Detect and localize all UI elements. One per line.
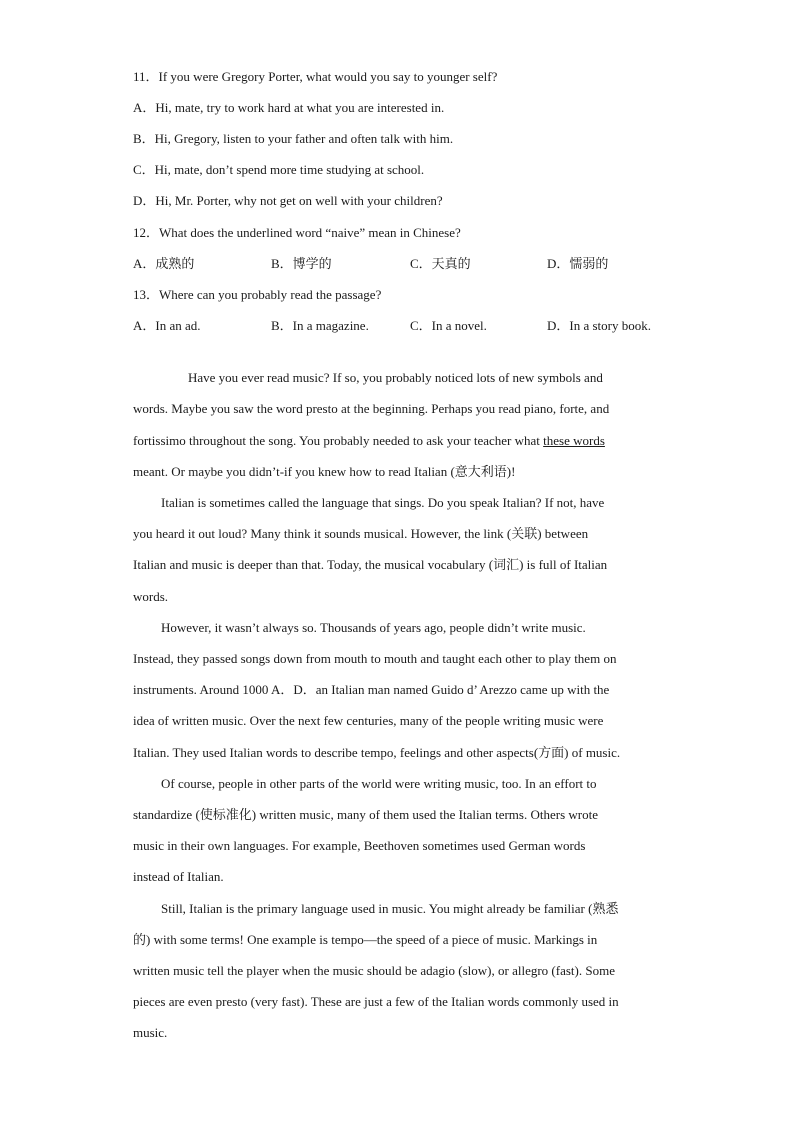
underlined-these-words: these words bbox=[543, 433, 605, 448]
question-11-option-c: C．Hi, mate, don’t spend more time studying at school. bbox=[133, 162, 425, 177]
passage-p2-line-1: Italian is sometimes called the language that sings. Do you speak Italian? If not, have bbox=[161, 495, 605, 510]
passage-p5-line-5: music. bbox=[133, 1025, 168, 1040]
question-13-option-b: B．In a magazine. bbox=[271, 318, 369, 333]
passage-p3-line-5: Italian. They used Italian words to describe tempo, feelings and other aspects(方面) of music. bbox=[133, 745, 621, 760]
passage-p3-line-2: Instead, they passed songs down from mouth to mouth and taught each other to play them on bbox=[133, 651, 617, 666]
question-13-option-a: A．In an ad. bbox=[133, 318, 201, 333]
passage-p1-line-2: words. Maybe you saw the word presto at the beginning. Perhaps you read piano, forte, and bbox=[133, 401, 610, 416]
passage-p4-line-4: instead of Italian. bbox=[133, 869, 224, 884]
passage-p4-line-3: music in their own languages. For example, Beethoven sometimes used German words bbox=[133, 838, 586, 853]
passage-p2-line-2: you heard it out loud? Many think it sounds musical. However, the link (关联) between bbox=[133, 526, 589, 541]
question-12-option-d: D．懦弱的 bbox=[547, 256, 609, 271]
passage-p1-line-4: meant. Or maybe you didn’t-if you knew how to read Italian (意大利语)! bbox=[133, 464, 516, 479]
passage-p1-line-1: Have you ever read music? If so, you probably noticed lots of new symbols and bbox=[188, 370, 603, 385]
question-13-option-d: D．In a story book. bbox=[547, 318, 651, 333]
question-11-stem: 11．If you were Gregory Porter, what would you say to younger self? bbox=[133, 69, 498, 84]
question-11-option-d: D．Hi, Mr. Porter, why not get on well with your children? bbox=[133, 193, 443, 208]
question-13-stem: 13．Where can you probably read the passage? bbox=[133, 287, 382, 302]
passage-p2-line-3: Italian and music is deeper than that. Today, the musical vocabulary (词汇) is full of Italian bbox=[133, 557, 608, 572]
passage-p3-line-3: instruments. Around 1000 A．D．an Italian man named Guido d’ Arezzo came up with the bbox=[133, 682, 610, 697]
passage-p3-line-4: idea of written music. Over the next few centuries, many of the people writing music were bbox=[133, 713, 604, 728]
question-12-option-c: C．天真的 bbox=[410, 256, 471, 271]
passage-p5-line-4: pieces are even presto (very fast). These are just a few of the Italian words commonly used in bbox=[133, 994, 619, 1009]
question-13-options bbox=[133, 318, 673, 334]
passage-p5-line-2: 的) with some terms! One example is tempo—the speed of a piece of music. Markings in bbox=[133, 932, 598, 947]
question-12-option-a: A．成熟的 bbox=[133, 256, 195, 271]
question-12-option-b: B．博学的 bbox=[271, 256, 332, 271]
passage-p3-line-1: However, it wasn’t always so. Thousands of years ago, people didn’t write music. bbox=[161, 620, 586, 635]
passage-p1-line-3 bbox=[133, 433, 605, 449]
question-11-option-b: B．Hi, Gregory, listen to your father and often talk with him. bbox=[133, 131, 454, 146]
question-11-option-a: A．Hi, mate, try to work hard at what you are interested in. bbox=[133, 100, 445, 115]
passage-p4-line-1: Of course, people in other parts of the world were writing music, too. In an effort to bbox=[161, 776, 597, 791]
passage-p4-line-2: standardize (使标准化) written music, many of them used the Italian terms. Others wrote bbox=[133, 807, 598, 822]
question-12-options bbox=[133, 256, 673, 272]
passage-p5-line-1: Still, Italian is the primary language used in music. You might already be familiar (熟悉 bbox=[161, 901, 619, 916]
passage-p2-line-4: words. bbox=[133, 589, 169, 604]
question-13-option-c: C．In a novel. bbox=[410, 318, 487, 333]
question-12-stem: 12．What does the underlined word “naive” mean in Chinese? bbox=[133, 225, 461, 240]
passage-p1-line-3-text: fortissimo throughout the song. You probably needed to ask your teacher what bbox=[133, 433, 540, 448]
passage-p5-line-3: written music tell the player when the music should be adagio (slow), or allegro (fast). Some bbox=[133, 963, 615, 978]
